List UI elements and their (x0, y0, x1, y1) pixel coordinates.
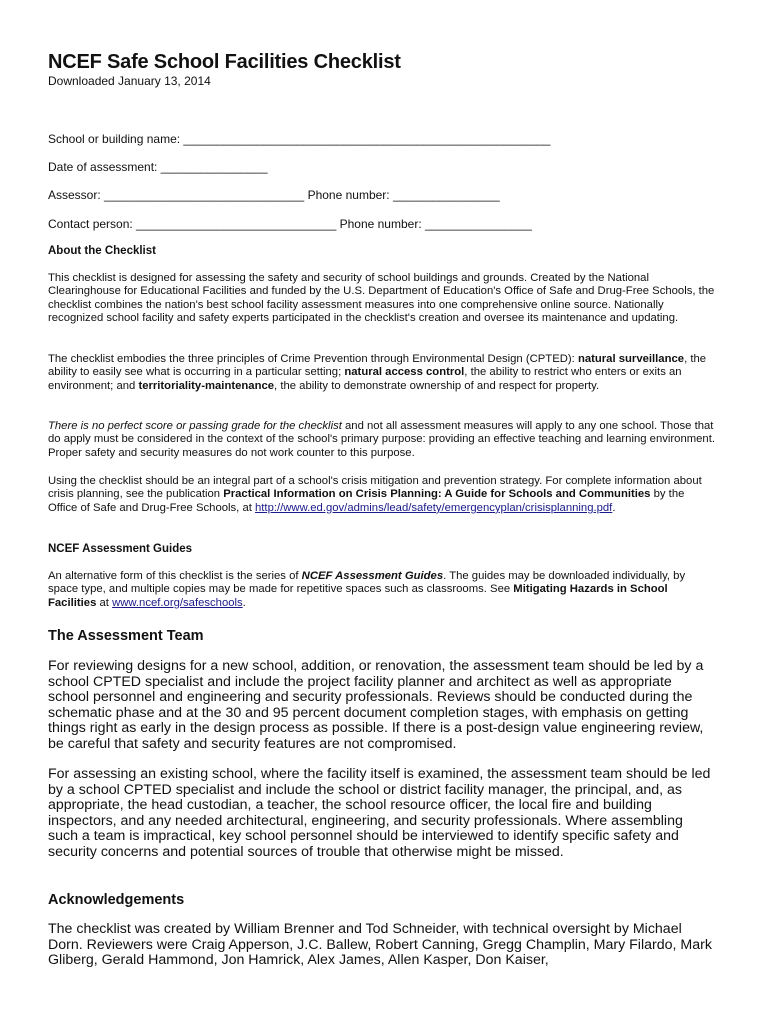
team-heading: The Assessment Team (48, 628, 204, 644)
school-name-field: School or building name: _______________________________________________________ (48, 132, 551, 146)
about-heading: About the Checklist (48, 245, 156, 257)
crisis-planning-link[interactable]: http://www.ed.gov/admins/lead/safety/emergencyplan/crisisplanning.pdf (255, 501, 613, 514)
team-paragraph-1: For reviewing designs for a new school, addition, or renovation, the assessment team should be led by a school CPTED specialist and include the project facility planner and architect as well as appropriate school personnel and engineering and security professionals. Reviews should be conducted during the schematic phase and at the 30 and 95 percent document completion stages, with emphasis on getting things right as early in the design process as possible. If there is a post-design value engineering review, be careful that safety and security features are not compromised. (48, 658, 704, 752)
assessor-field: Assessor: ______________________________ Phone number: ________________ (48, 188, 500, 202)
document-title: NCEF Safe School Facilities Checklist (48, 51, 401, 73)
about-paragraph-3: There is no perfect score or passing grade for the checklist and not all assessment measures will apply to any one school. Those that do apply must be considered in the context of the school's primary purpose: providing an effective teaching and learning environment. Proper safety and security measures do not work counter to this purpose. (48, 420, 715, 459)
ncef-safeschools-link[interactable]: www.ncef.org/safeschools (112, 596, 243, 609)
about-paragraph-4: Using the checklist should be an integral part of a school's crisis mitigation and prevention strategy. For complete information about crisis planning, see the publication Practical Information on Crisis Planning: A Guide for Schools and Communities by the Office of Safe and Drug-Free Schools, at http://www.ed.gov/admins/lead/safety/emergencyplan/crisisplanning.pdf. (48, 475, 702, 514)
document-page (48, 50, 716, 969)
acknowledgements-paragraph: The checklist was created by William Brenner and Tod Schneider, with technical oversight by Michael Dorn. Reviewers were Craig Apperson, J.C. Ballew, Robert Canning, Gregg Champlin, Mary Filardo, Mark Gliberg, Gerald Hammond, Jon Hamrick, Alex James, Allen Kasper, Don Kaiser, (48, 921, 712, 969)
download-date: Downloaded January 13, 2014 (48, 74, 211, 88)
contact-field: Contact person: ______________________________ Phone number: ________________ (48, 217, 532, 231)
acknowledgements-heading: Acknowledgements (48, 892, 185, 908)
guides-paragraph: An alternative form of this checklist is the series of NCEF Assessment Guides. The guides may be downloaded individually, by space type, and multiple copies may be made for repetitive spaces such as classrooms. See Mitigating Hazards in School Facilities at www.ncef.org/safeschools. (48, 570, 686, 609)
date-field: Date of assessment: ________________ (48, 160, 268, 174)
guides-heading: NCEF Assessment Guides (48, 543, 193, 555)
team-paragraph-2: For assessing an existing school, where the facility itself is examined, the assessment team should be led by a school CPTED specialist and include the school or district facility manager, the principal, and, as appropriate, the head custodian, a teacher, the school resource officer, the local fire and building inspectors, and any needed architectural, engineering, and security professionals. Where assembling such a team is impractical, key school personnel should be interviewed to identify specific safety and security concerns and potential sources of trouble that otherwise might be missed. (48, 766, 711, 860)
about-paragraph-2: The checklist embodies the three principles of Crime Prevention through Environmental Design (CPTED): natural surveillance, the ability to easily see what is occurring in a particular setting; natural access control, the ability to restrict who enters or exits an environment; and territoriality-maintenance, the ability to demonstrate ownership of and respect for property. (48, 353, 707, 392)
about-paragraph-1: This checklist is designed for assessing the safety and security of school buildings and grounds. Created by the National Clearinghouse for Educational Facilities and funded by the U.S. Department of Education's Office of Safe and Drug-Free Schools, the checklist combines the nation's best school facility assessment measures into one comprehensive online source. Nationally recognized school facility and safety experts participated in the checklist's creation and oversee its maintenance and updating. (48, 272, 715, 325)
